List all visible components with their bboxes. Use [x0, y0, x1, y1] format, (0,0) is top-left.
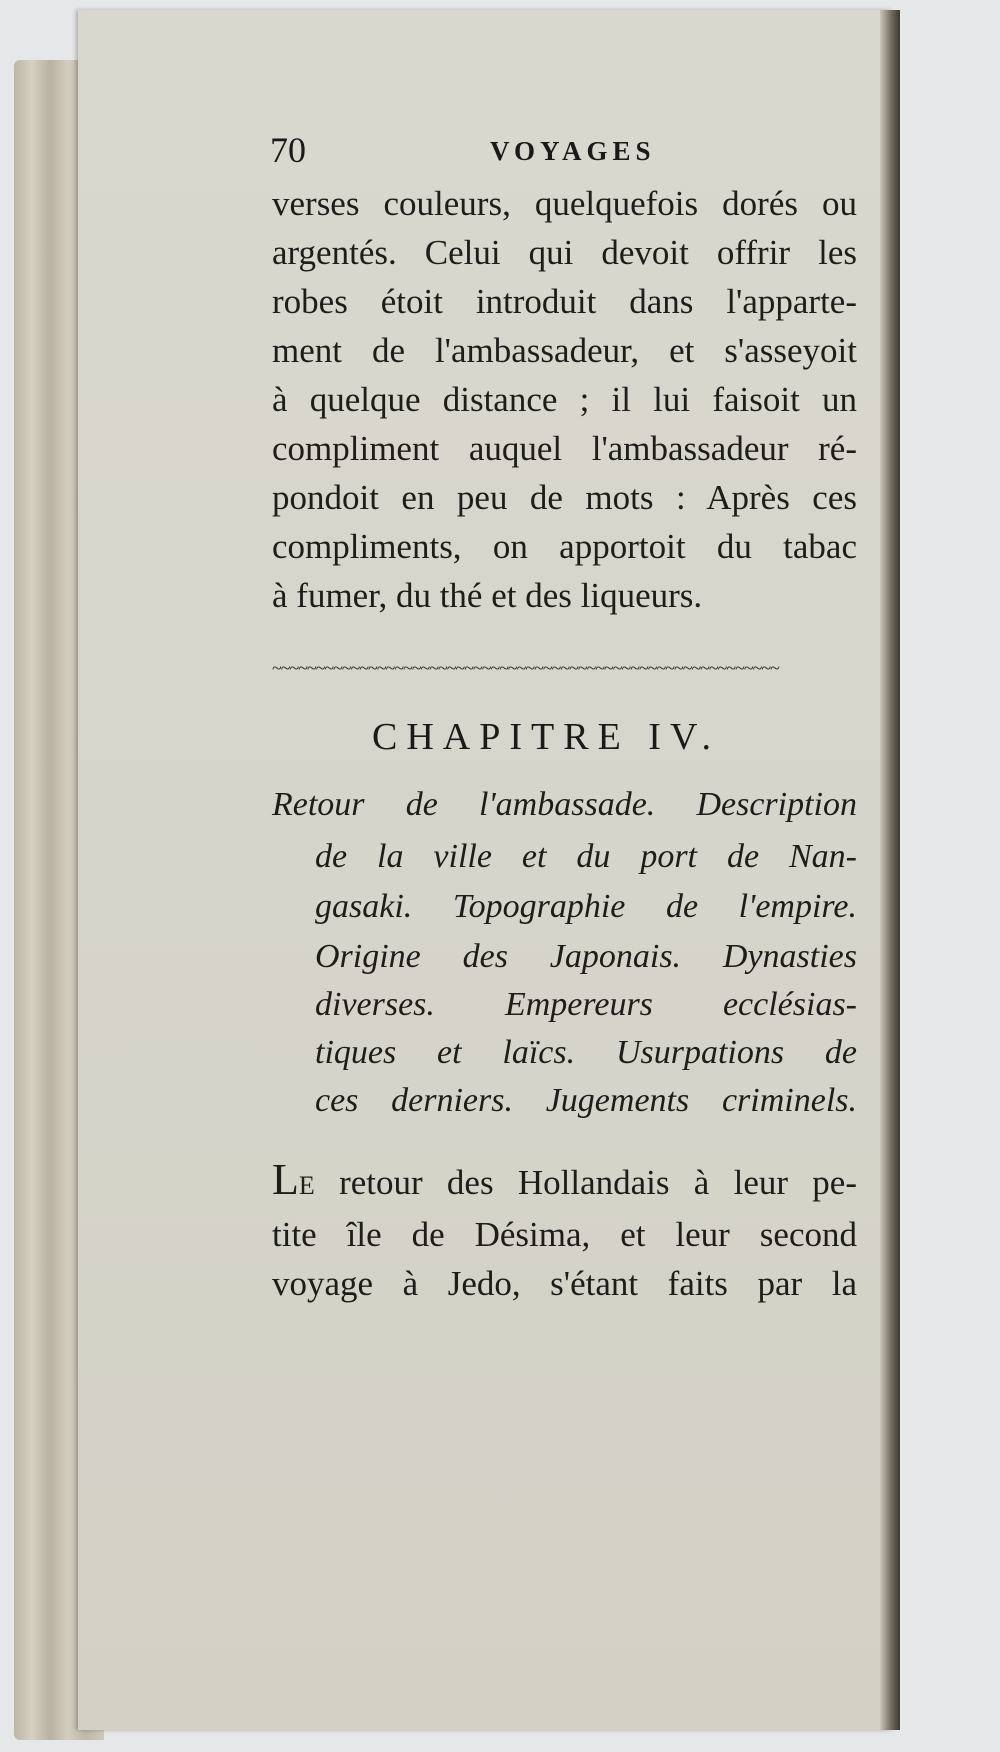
text-fragment: retour des Hollandais à leur pe- — [339, 1163, 857, 1202]
text-line: ment de l'ambassadeur, et s'asseyoit — [272, 331, 857, 370]
summary-line: tiques et laïcs. Usurpations de — [315, 1034, 857, 1071]
ornamental-rule: ~~~~~~~~~~~~~~~~~~~~~~~~~~~~~~~~~~~~~~~~~~~~~~~~~~~~~~~~~~ — [272, 661, 779, 675]
text-line: tite île de Désima, et leur second — [272, 1215, 857, 1254]
text-line: voyage à Jedo, s'étant faits par la — [272, 1264, 857, 1303]
running-title: VOYAGES — [490, 136, 656, 166]
text-line-first — [272, 1155, 857, 1204]
summary-line: ces derniers. Jugements criminels. — [315, 1082, 857, 1119]
summary-line: de la ville et du port de Nan- — [315, 838, 857, 875]
page-number: 70 — [270, 130, 306, 170]
summary-line: Origine des Japonais. Dynasties — [315, 938, 857, 975]
text-line: robes étoit introduit dans l'apparte- — [272, 282, 857, 321]
text-line: à fumer, du thé et des liqueurs. — [272, 576, 703, 615]
summary-line: gasaki. Topographie de l'empire. — [315, 888, 857, 925]
text-line: compliment auquel l'ambassadeur ré- — [272, 429, 857, 468]
text-line: verses couleurs, quelquefois dorés ou — [272, 184, 857, 223]
text-line: à quelque distance ; il lui faisoit un — [272, 380, 857, 419]
text-line: argentés. Celui qui devoit offrir les — [272, 233, 857, 272]
chapter-title: CHAPITRE IV. — [372, 716, 720, 758]
book-binding — [880, 10, 900, 1730]
small-cap: E — [298, 1171, 315, 1200]
summary-line: diverses. Empereurs ecclésias- — [315, 986, 857, 1023]
text-line: pondoit en peu de mots : Après ces — [272, 478, 857, 517]
text-line: compliments, on apportoit du tabac — [272, 527, 857, 566]
drop-initial: L — [272, 1155, 299, 1204]
summary-line: Retour de l'ambassade. Description — [272, 786, 857, 823]
